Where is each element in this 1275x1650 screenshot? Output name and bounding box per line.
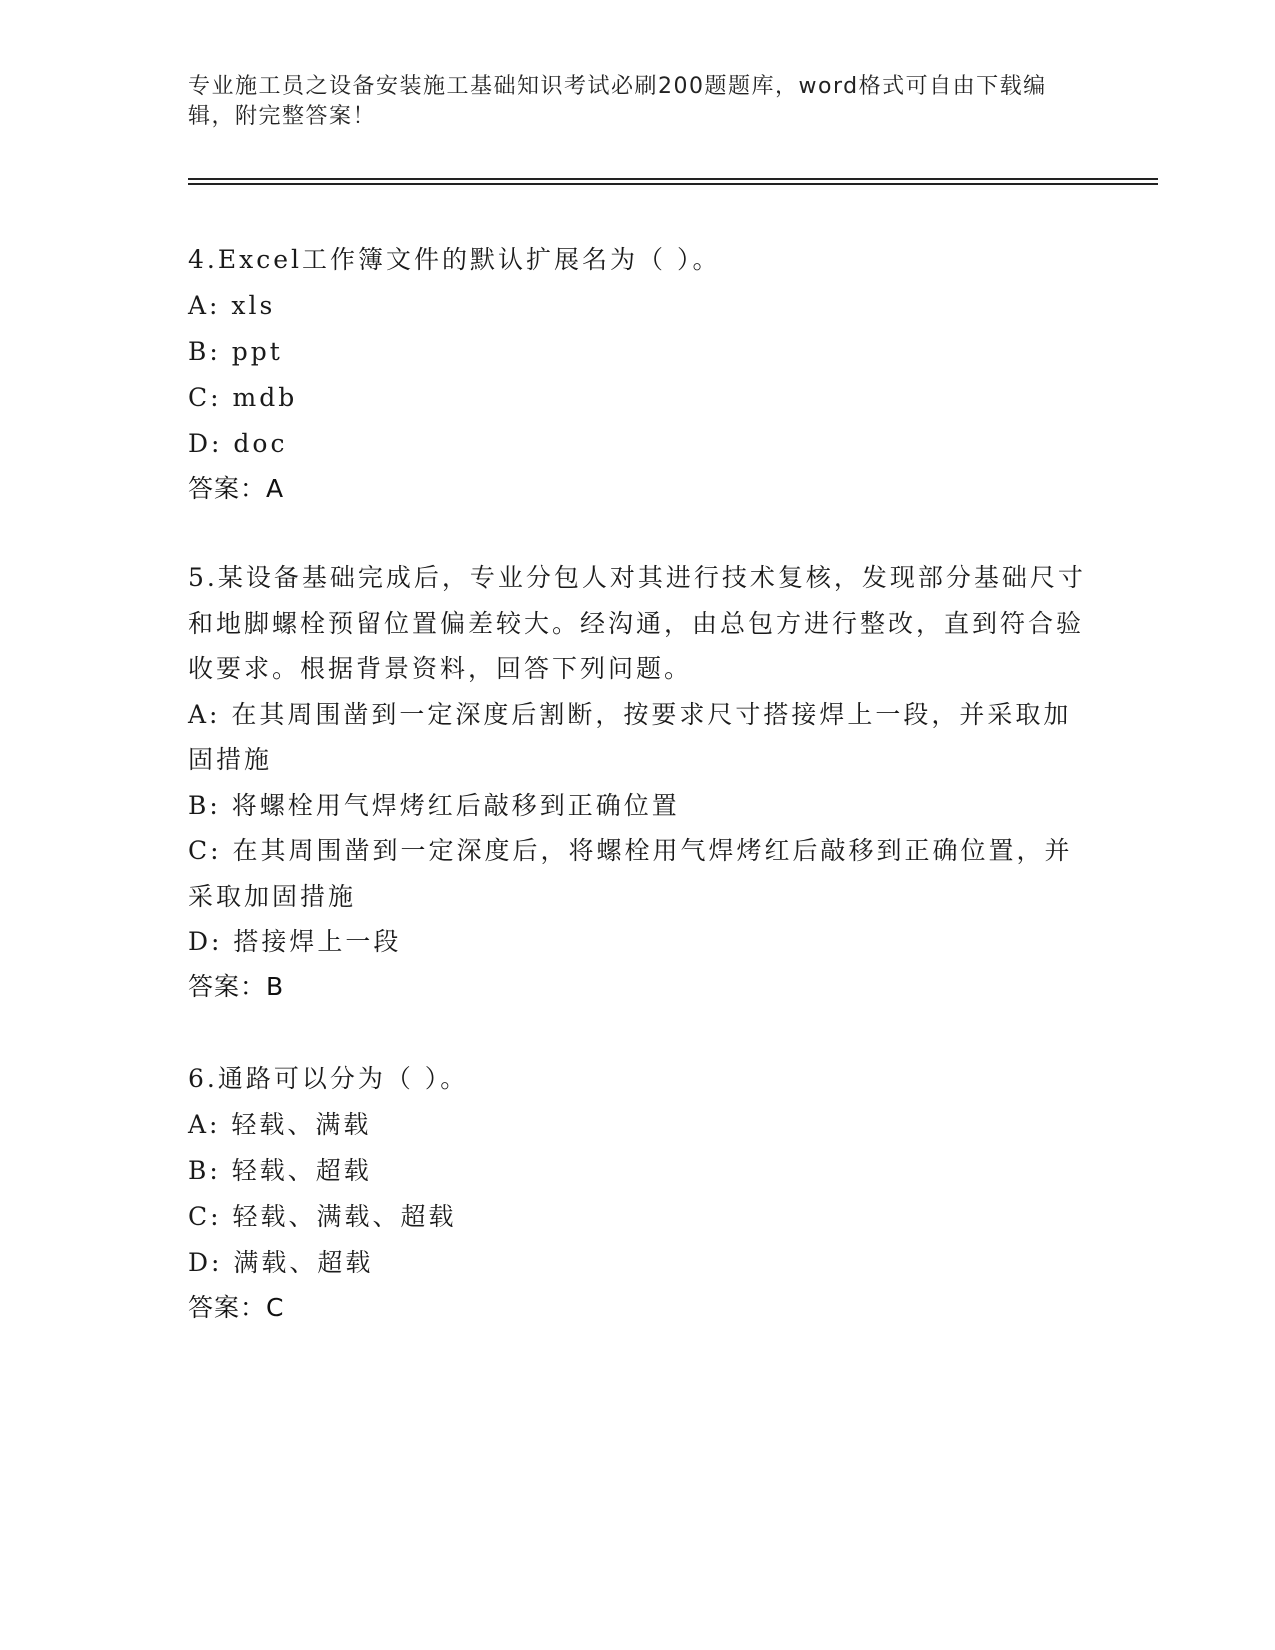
answer-label: 答案：C — [188, 1293, 285, 1322]
option-a: A: 轻载、满载 — [188, 1110, 372, 1139]
header-divider-top — [188, 178, 1158, 180]
question-6 — [188, 1056, 1088, 1330]
question-stem: 5.某设备基础完成后，专业分包人对其进行技术复核，发现部分基础尺寸和地脚螺栓预留位置偏差较大。经沟通，由总包方进行整改，直到符合验收要求。根据背景资料，回答下列问题。 — [188, 563, 1086, 683]
option-d: D: 搭接焊上一段 — [188, 927, 402, 956]
option-b: B: 将螺栓用气焊烤红后敲移到正确位置 — [188, 790, 680, 820]
answer-label: 答案：A — [188, 474, 285, 503]
option-a: A: 在其周围凿到一定深度后割断，按要求尺寸搭接焊上一段，并采取加固措施 — [188, 699, 1072, 774]
option-c: C: mdb — [188, 383, 298, 412]
question-stem: 4.Excel工作簿文件的默认扩展名为（ ）。 — [188, 245, 721, 274]
option-c: C: 在其周围凿到一定深度后，将螺栓用气焊烤红后敲移到正确位置，并采取加固措施 — [188, 836, 1073, 911]
question-5 — [188, 555, 1088, 1009]
question-stem: 6.通路可以分为（ ）。 — [188, 1064, 469, 1093]
option-a: A: xls — [188, 291, 276, 320]
option-b: B: ppt — [188, 337, 283, 366]
header-divider-bottom — [188, 183, 1158, 185]
document-header: 专业施工员之设备安装施工基础知识考试必刷200题题库，word格式可自由下载编辑，附完整答案！ — [188, 74, 1047, 129]
option-c: C: 轻载、满载、超载 — [188, 1202, 457, 1231]
question-4 — [188, 237, 1088, 511]
option-d: D: 满载、超载 — [188, 1248, 374, 1277]
option-b: B: 轻载、超载 — [188, 1156, 372, 1185]
answer-label: 答案：B — [188, 971, 285, 1001]
option-d: D: doc — [188, 429, 288, 458]
